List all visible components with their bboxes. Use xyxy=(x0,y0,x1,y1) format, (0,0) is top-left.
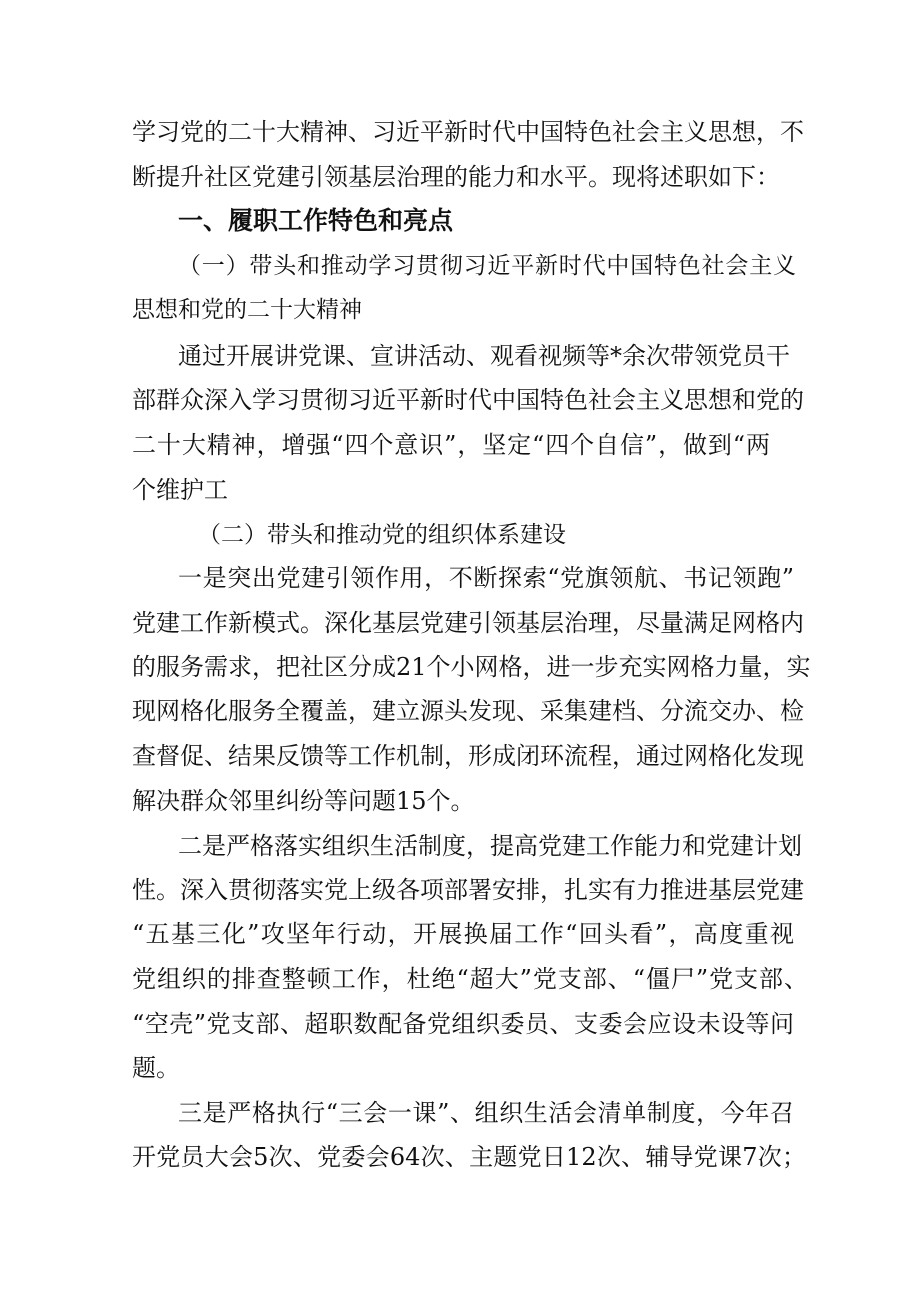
sub1-body-line-1: 通过开展讲党课、宣讲活动、观看视频等*余次带领党员干 xyxy=(178,342,790,370)
sub2-para2-line-2: 性。深入贯彻落实党上级各项部署安排，扎实有力推进基层党建 xyxy=(132,876,804,904)
sub2-para1-line-4: 现网格化服务全覆盖，建立源头发现、采集建档、分流交办、检 xyxy=(132,697,804,725)
sub2-para3-line-2: 开党员大会5次、党委会64次、主题党日12次、辅导党课7次； xyxy=(132,1143,806,1171)
section-1-heading: 一、履职工作特色和亮点 xyxy=(178,206,454,235)
sub2-para2-line-4: 党组织的排查整顿工作，杜绝“超大”党支部、“僵尸”党支部、 xyxy=(132,965,808,993)
sub2-para1-line-5: 查督促、结果反馈等工作机制，形成闭环流程，通过网格化发现 xyxy=(132,742,804,770)
intro-line-1: 学习党的二十大精神、习近平新时代中国特色社会主义思想，不 xyxy=(132,118,804,146)
sub2-para1-line-1: 一是突出党建引领作用，不断探索“党旗领航、书记领跑” xyxy=(178,564,794,592)
sub1-body-line-2: 部群众深入学习贯彻习近平新时代中国特色社会主义思想和党的 xyxy=(132,386,804,414)
sub2-para2-line-5: “空壳”党支部、超职数配备党组织委员、支委会应设未设等问 xyxy=(132,1010,794,1038)
sub2-para1-line-2: 党建工作新模式。深化基层党建引领基层治理，尽量满足网格内 xyxy=(132,609,804,637)
sub2-para3-line-1: 三是严格执行“三会一课”、组织生活会清单制度，今年召 xyxy=(178,1099,794,1127)
subsection-1-title-line-1: （一）带头和推动学习贯彻习近平新时代中国特色社会主义 xyxy=(178,253,796,279)
sub1-body-line-3: 二十大精神，增强“四个意识”，坚定“四个自信”，做到“两 xyxy=(132,431,770,459)
sub2-para1-line-6: 解决群众邻里纠纷等问题15个。 xyxy=(132,787,475,815)
sub2-para2-line-6: 题。 xyxy=(132,1054,180,1082)
sub2-para2-line-1: 二是严格落实组织生活制度，提高党建工作能力和党建计划 xyxy=(178,832,802,860)
sub1-body-line-4: 个维护工 xyxy=(132,476,228,504)
intro-line-2: 断提升社区党建引领基层治理的能力和水平。现将述职如下： xyxy=(132,163,780,191)
sub2-para2-line-3: “五基三化”攻坚年行动，开展换届工作“回头看”，高度重视 xyxy=(132,920,794,948)
subsection-2-title: （二）带头和推动党的组织体系建设 xyxy=(198,522,566,548)
sub2-para1-line-3: 的服务需求，把社区分成21个小网格，进一步充实网格力量，实 xyxy=(132,653,811,681)
subsection-1-title-line-2: 思想和党的二十大精神 xyxy=(132,297,362,323)
